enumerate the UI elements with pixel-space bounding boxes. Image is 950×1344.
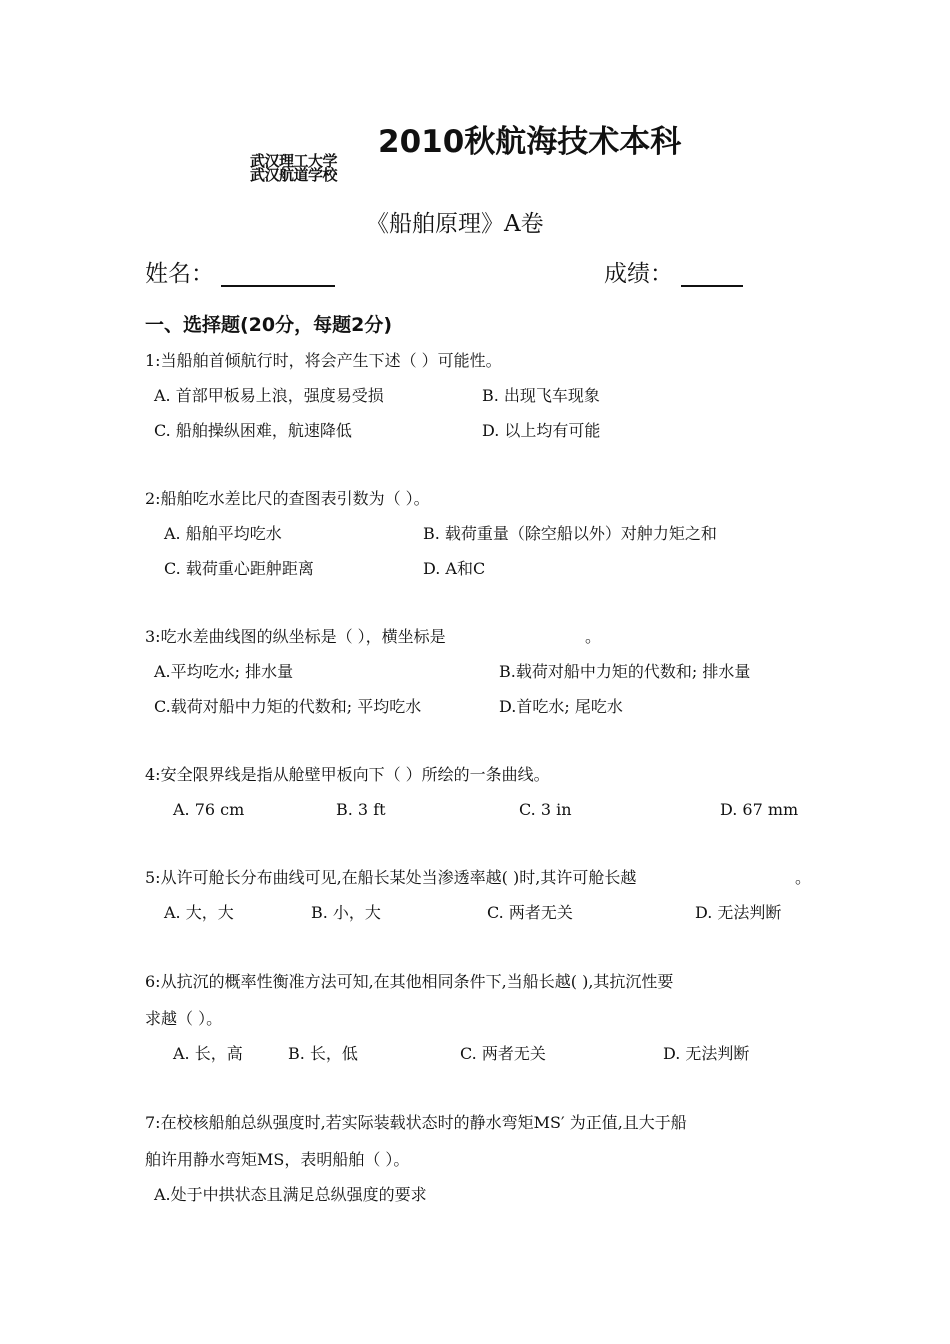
question-4-option-d: D. 67 mm <box>720 800 799 819</box>
school-name-2: 武汉航道学校 <box>250 166 338 184</box>
question-5-text-end: 。 <box>795 868 812 887</box>
question-7-text: 7:在校核船舶总纵强度时,若实际装载状态时的静水弯矩MS′ 为正值,且大于船 <box>145 1113 687 1132</box>
score-blank[interactable] <box>681 285 743 287</box>
question-3-option-c: C.载荷对船中力矩的代数和; 平均吃水 <box>154 697 422 716</box>
question-3-text-end: 。 <box>585 627 602 646</box>
question-2-option-c: C. 载荷重心距舯距离 <box>164 559 314 578</box>
question-4-option-b: B. 3 ft <box>336 800 386 819</box>
question-2-option-d: D. A和C <box>423 559 486 578</box>
score-label: 成绩： <box>604 261 673 287</box>
question-1-option-a: A. 首部甲板易上浪，强度易受损 <box>154 386 384 405</box>
question-1-text: 1:当船舶首倾航行时，将会产生下述（ ）可能性。 <box>145 351 502 370</box>
question-4-text: 4:安全限界线是指从舱壁甲板向下（ ）所绘的一条曲线。 <box>145 765 550 784</box>
question-5-option-a: A. 大，大 <box>164 903 234 922</box>
question-6-text: 6:从抗沉的概率性衡准方法可知,在其他相同条件下,当船长越( ),其抗沉性要 <box>145 972 674 991</box>
question-5-option-d: D. 无法判断 <box>695 903 782 922</box>
question-2-option-a: A. 船舶平均吃水 <box>164 524 282 543</box>
question-7-text-2: 舶许用静水弯矩MS，表明船舶（ ）。 <box>145 1150 410 1169</box>
section-title: 一、选择题(20分，每题2分) <box>145 314 393 336</box>
question-4-option-a: A. 76 cm <box>173 800 245 819</box>
question-5-text: 5:从许可舱长分布曲线可见,在船长某处当渗透率越( )时,其许可舱长越 <box>145 868 637 887</box>
question-3-option-a: A.平均吃水; 排水量 <box>154 662 294 681</box>
school-name-1: 武汉理工大学 <box>250 152 338 170</box>
question-5-option-b: B. 小，大 <box>311 903 381 922</box>
question-6-option-a: A. 长，高 <box>173 1044 243 1063</box>
question-2-option-b: B. 载荷重量（除空船以外）对舯力矩之和 <box>423 524 717 543</box>
question-1-option-d: D. 以上均有可能 <box>482 421 601 440</box>
question-6-text-2: 求越（ ）。 <box>145 1009 223 1028</box>
question-7-option-a: A.处于中拱状态且满足总纵强度的要求 <box>154 1185 427 1204</box>
name-label: 姓名： <box>145 261 214 287</box>
question-1-option-c: C. 船舶操纵困难，航速降低 <box>154 421 352 440</box>
question-6-option-c: C. 两者无关 <box>460 1044 546 1063</box>
question-2-text: 2:船舶吃水差比尺的查图表引数为（ ）。 <box>145 489 430 508</box>
question-5-option-c: C. 两者无关 <box>487 903 573 922</box>
page-title: 2010秋航海技术本科 <box>378 124 682 160</box>
name-blank[interactable] <box>221 285 335 287</box>
question-3-option-d: D.首吃水; 尾吃水 <box>499 697 623 716</box>
question-3-text: 3:吃水差曲线图的纵坐标是（ ），横坐标是 <box>145 627 446 646</box>
question-4-option-c: C. 3 in <box>519 800 572 819</box>
question-1-option-b: B. 出现飞车现象 <box>482 386 600 405</box>
exam-subtitle: 《船舶原理》A卷 <box>366 211 544 237</box>
question-3-option-b: B.载荷对船中力矩的代数和; 排水量 <box>499 662 751 681</box>
question-6-option-b: B. 长，低 <box>288 1044 358 1063</box>
question-6-option-d: D. 无法判断 <box>663 1044 750 1063</box>
